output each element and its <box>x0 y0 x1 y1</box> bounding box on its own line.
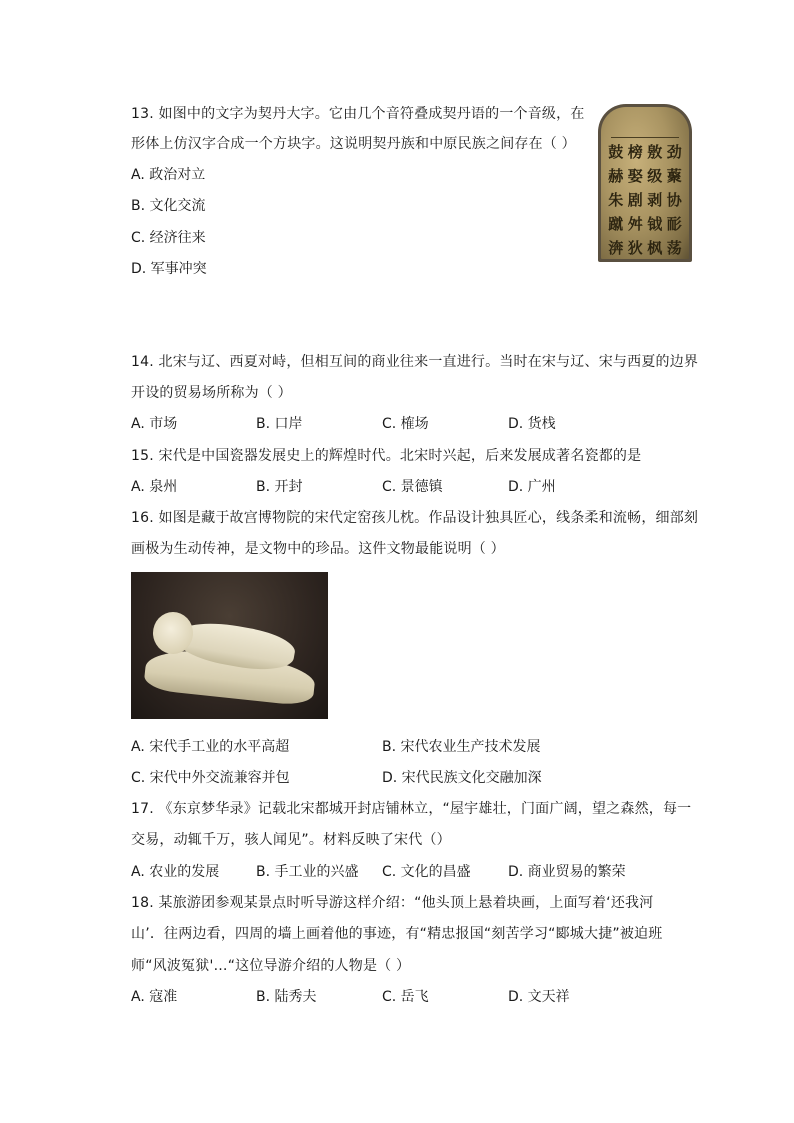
tablet-glyph: 狄 <box>627 239 643 257</box>
tablet-glyph: 敫 <box>647 143 663 161</box>
tablet-glyph: 剧 <box>627 191 643 209</box>
q17-option-b[interactable]: B. 手工业的兴盛 <box>256 864 359 880</box>
tablet-glyph: 荡 <box>666 239 682 257</box>
tablet-crest <box>611 115 679 138</box>
khitan-tablet-image <box>598 104 692 262</box>
tablet-glyph: 协 <box>666 191 682 209</box>
q14-option-b[interactable]: B. 口岸 <box>256 416 303 432</box>
q16-option-a[interactable]: A. 宋代手工业的水平高超 <box>131 739 290 755</box>
q14-stem-line-1: 14. 北宋与辽、西夏对峙，但相互间的商业往来一直进行。当时在宋与辽、宋与西夏的边界 <box>131 354 699 370</box>
q16-option-d[interactable]: D. 宋代民族文化交融加深 <box>382 770 542 786</box>
q15-option-b[interactable]: B. 开封 <box>256 479 303 495</box>
q16-option-c[interactable]: C. 宋代中外交流兼容并包 <box>131 770 290 786</box>
q13-option-a[interactable]: A. 政治对立 <box>131 167 206 183</box>
q18-option-a[interactable]: A. 寇准 <box>131 989 178 1005</box>
q16-stem-line-1: 16. 如图是藏于故宫博物院的宋代定窑孩儿枕。作品设计独具匠心，线条柔和流畅，细部刻 <box>131 510 699 526</box>
tablet-glyph: 枫 <box>647 239 663 257</box>
q18-option-d[interactable]: D. 文天祥 <box>508 989 570 1005</box>
q18-stem-line-1: 18. 某旅游团参观某景点时听导游这样介绍：“他头顶上悬着块画，上面写着‘还我河 <box>131 895 654 911</box>
tablet-glyph: 级 <box>647 167 663 185</box>
tablet-glyph: 赫 <box>608 167 624 185</box>
q17-option-d[interactable]: D. 商业贸易的繁荣 <box>508 864 626 880</box>
q14-stem-line-2: 开设的贸易场所称为（ ） <box>131 385 292 401</box>
tablet-glyph: 剥 <box>647 191 663 209</box>
q14-option-c[interactable]: C. 榷场 <box>382 416 429 432</box>
tablet-glyph: 劲 <box>666 143 682 161</box>
q18-option-b[interactable]: B. 陆秀夫 <box>256 989 317 1005</box>
tablet-glyph: 钺 <box>647 215 663 233</box>
q13-stem-line-1: 13. 如图中的文字为契丹大字。它由几个音符叠成契丹语的一个音级，在 <box>131 106 585 122</box>
q14-option-a[interactable]: A. 市场 <box>131 416 178 432</box>
q14-option-d[interactable]: D. 货栈 <box>508 416 556 432</box>
q17-stem-line-1: 17. 《东京梦华录》记载北宋都城开封店铺林立，“屋宇雄壮，门面广阔，望之森然，每一 <box>131 801 692 817</box>
q17-option-c[interactable]: C. 文化的昌盛 <box>382 864 471 880</box>
q13-option-d[interactable]: D. 军事冲突 <box>131 261 207 277</box>
tablet-glyph: 耏 <box>666 215 682 233</box>
tablet-glyph: 蹴 <box>608 215 624 233</box>
q15-option-a[interactable]: A. 泉州 <box>131 479 178 495</box>
porcelain-pillow-image <box>131 572 328 719</box>
tablet-glyph: 娶 <box>627 167 643 185</box>
q15-option-c[interactable]: C. 景德镇 <box>382 479 443 495</box>
pillow-child-head <box>153 612 193 654</box>
tablet-glyph: 朱 <box>608 191 624 209</box>
q18-stem-line-2: 山’．往两边看，四周的墙上画着他的事迹，有“精忠报国“刻苦学习“郾城大捷”被迫班 <box>131 926 663 942</box>
tablet-glyph: 藂 <box>666 167 682 185</box>
tablet-glyph: 榜 <box>627 143 643 161</box>
q17-option-a[interactable]: A. 农业的发展 <box>131 864 220 880</box>
q15-option-d[interactable]: D. 广州 <box>508 479 556 495</box>
tablet-glyph: 鼓 <box>608 143 624 161</box>
tablet-glyph: 渀 <box>608 239 624 257</box>
q13-option-c[interactable]: C. 经济往来 <box>131 230 206 246</box>
q18-stem-line-3: 师“风波冤狱'…“这位导游介绍的人物是（ ） <box>131 958 411 974</box>
q15-stem-line-1: 15. 宋代是中国瓷器发展史上的辉煌时代。北宋时兴起，后来发展成著名瓷都的是 <box>131 448 642 464</box>
q17-stem-line-2: 交易，动辄千万，骇人闻见”。材料反映了宋代（） <box>131 832 451 848</box>
q13-stem-line-2: 形体上仿汉字合成一个方块字。这说明契丹族和中原民族之间存在（ ） <box>131 136 576 152</box>
q13-option-b[interactable]: B. 文化交流 <box>131 198 206 214</box>
tablet-glyph: 舛 <box>627 215 643 233</box>
q18-option-c[interactable]: C. 岳飞 <box>382 989 429 1005</box>
q16-stem-line-2: 画极为生动传神，是文物中的珍品。这件文物最能说明（ ） <box>131 541 505 557</box>
q16-option-b[interactable]: B. 宋代农业生产技术发展 <box>382 739 541 755</box>
tablet-glyphs <box>607 141 683 257</box>
